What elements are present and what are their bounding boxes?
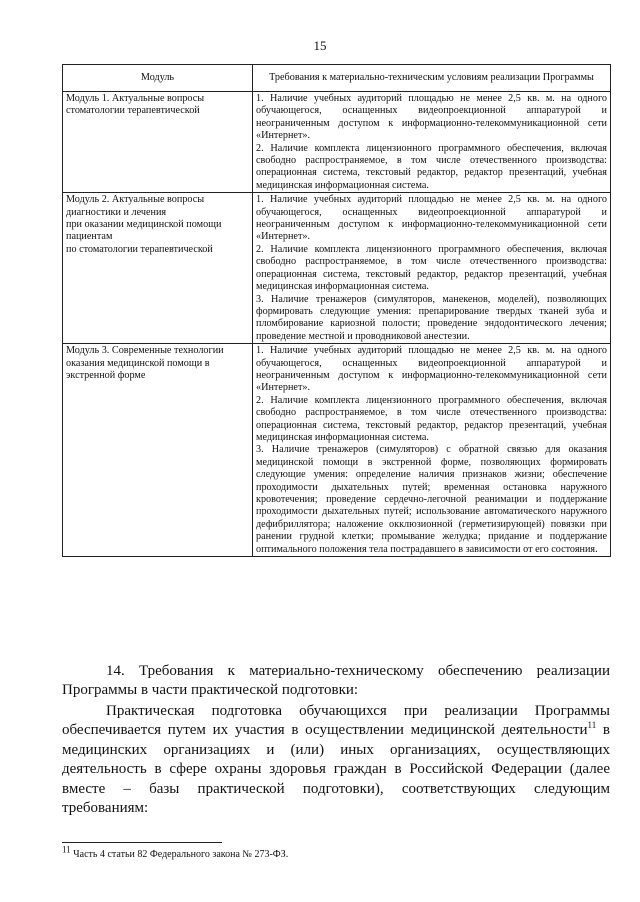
requirements-cell — [253, 344, 611, 557]
requirement-item: 3. Наличие тренажеров (симуляторов) с обратной связью для оказания медицинской помощи в экстренной форме, позволяющих формировать следующие умения: определение наличия признаков жизни; обеспечение проходимости дыхательных путей; временная остановка наружного кровотечения; проведение сердечно-легочной реанимации и поддержание проходимости дыхательных путей; использование автоматического наружного дефибриллятора; наложение окклюзионной (герметизирующей) повязки при ранении грудной клетки; промывание желудка; придание и поддержание оптимального положения тела пострадавшего в зависимости от его состояния. — [256, 444, 607, 555]
column-header-module: Модуль — [63, 65, 253, 92]
section-14-text: 14. Требования к материально-техническому обеспечению реализации Программы в части практической подготовки: — [62, 663, 610, 699]
paragraph-text-end: в медицинских организациях и (или) иных организациях, осуществляющих деятельность в сфере охраны здоровья граждан в Российской Федерации (далее вместе – базы практической подготовки), соответствующих следующим требованиям: — [62, 722, 610, 817]
module-name: Модуль 1. Актуальные вопросы стоматологии терапевтической — [63, 92, 253, 193]
requirements-cell — [253, 193, 611, 344]
table-row — [63, 193, 611, 344]
page-number: 15 — [313, 38, 327, 53]
module-name: Модуль 2. Актуальные вопросы диагностики и лечения при оказании медицинской помощи пациентам по стоматологии терапевтической — [63, 193, 253, 344]
paragraph-text-start: Практическая подготовка обучающихся при реализации Программы обеспечивается путем их участия в осуществлении медицинской деятельности — [62, 703, 610, 739]
footnote-number: 11 — [62, 844, 71, 855]
footnote-divider — [62, 842, 222, 843]
requirement-item: 1. Наличие учебных аудиторий площадью не менее 2,5 кв. м. на одного обучающегося, оснащенных видеопроекционной аппаратурой и неограниченным доступом к информационно-телекоммуникационной сети «Интернет». — [256, 345, 607, 394]
table-row — [63, 92, 611, 193]
practical-training-paragraph — [62, 702, 610, 818]
requirements-table — [62, 64, 611, 557]
requirements-cell — [253, 92, 611, 193]
requirement-item: 2. Наличие комплекта лицензионного программного обеспечения, включая свободно распространяемое, в том числе отечественного производства: операционная система, текстовый редактор, редактор презентаций, учебная медицинская информационная система. — [256, 243, 607, 293]
requirement-item: 2. Наличие комплекта лицензионного программного обеспечения, включая свободно распространяемое, в том числе отечественного производства: операционная система, текстовый редактор, редактор презентаций, учебная медицинская информационная система. — [256, 142, 607, 191]
section-14 — [62, 662, 610, 701]
requirement-item: 1. Наличие учебных аудиторий площадью не менее 2,5 кв. м. на одного обучающегося, оснащенных видеопроекционной аппаратурой и неограниченным доступом к информационно-телекоммуникационной сети «Интернет». — [256, 194, 607, 243]
paragraph-text — [62, 702, 610, 818]
table-row — [63, 344, 611, 557]
requirement-item: 1. Наличие учебных аудиторий площадью не менее 2,5 кв. м. на одного обучающегося, оснащенных видеопроекционной аппаратурой и неограниченным доступом к информационно-телекоммуникационной сети «Интернет». — [256, 93, 607, 142]
footnote — [62, 844, 289, 860]
footnote-text: Часть 4 статьи 82 Федерального закона № 273-ФЗ. — [70, 849, 289, 860]
module-name: Модуль 3. Современные технологии оказания медицинской помощи в экстренной форме — [63, 344, 253, 557]
column-header-requirements: Требования к материально-техническим условиям реализации Программы — [253, 65, 611, 92]
requirement-item: 3. Наличие тренажеров (симуляторов, манекенов, моделей), позволяющих формировать следующие умения: препарирование твердых тканей зуба и пломбирование кариозной полости; проведение эндодонтического лечения; проведение местной и проводниковой анестезии. — [256, 293, 607, 342]
footnote-reference[interactable]: 11 — [587, 720, 597, 731]
requirement-item: 2. Наличие комплекта лицензионного программного обеспечения, включая свободно распространяемое, в том числе отечественного производства: операционная система, текстовый редактор, редактор презентаций, учебная медицинская информационная система. — [256, 394, 607, 443]
table-header-row — [63, 65, 611, 92]
